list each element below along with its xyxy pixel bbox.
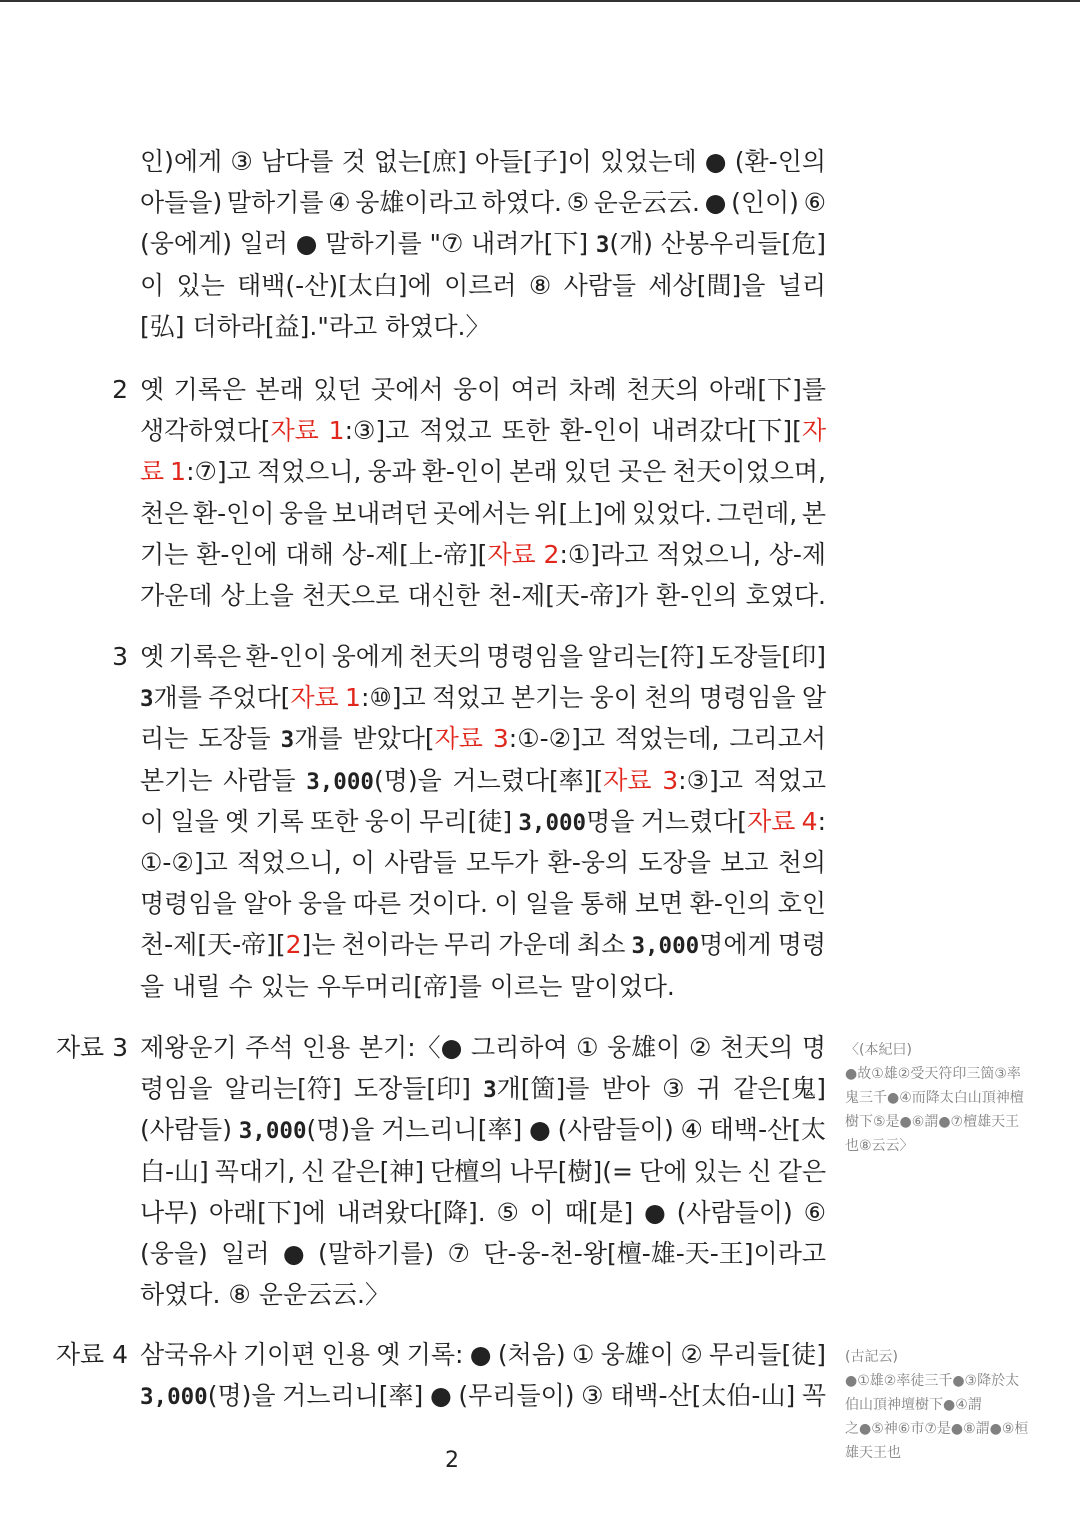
note-line: (古記云)	[845, 1349, 898, 1365]
text-line	[140, 1274, 826, 1315]
note-line: 雄天王也	[845, 1445, 901, 1461]
line-content	[140, 1115, 826, 1144]
line-content	[140, 229, 826, 258]
numeral: 3	[140, 686, 154, 713]
numeral: 3,000	[306, 768, 374, 795]
line-content	[140, 499, 826, 528]
text-run: 이 있는 태백(-산)[太白]에 이르러 ⑧ 사람들 세상[間]을 널리	[140, 270, 826, 300]
text-line	[140, 718, 826, 759]
text-run: 나무) 아래[下]에 내려왔다[降]. ⑤ 이 때[是] ● (사람들이) ⑥	[140, 1197, 826, 1227]
text-run: 이 일을 옛 기록 또한 웅이 무리[徒]	[140, 806, 519, 836]
line-content	[140, 1239, 826, 1268]
text-run: 가운데 상上을 천天으로 대신한 천-제[天-帝]가 환-인의 호였다.	[140, 580, 826, 610]
text-run: 천은 환-인이 웅을 보내려던 곳에서는 위[上]에 있었다. 그런데, 본	[140, 498, 826, 528]
line-content	[140, 1033, 826, 1062]
text-line	[140, 1027, 826, 1068]
numeral: 3,000	[518, 809, 587, 836]
citation-ref: 자료 4	[747, 806, 818, 836]
line-content	[140, 1340, 826, 1369]
note-line: 樹下⑤是●⑥謂●⑦檀雄天王	[845, 1114, 1020, 1130]
text-line	[140, 182, 826, 223]
text-run: :③]고 적었고	[678, 765, 827, 795]
text-run: 기는 환-인에 대해 상-제[上-帝][	[140, 539, 488, 569]
citation-ref: 자료 1	[290, 683, 361, 713]
text-run: 명령임을 알아 웅을 따른 것이다. 이 일을 통해 보면 환-인의 호인	[140, 889, 826, 919]
source-4	[0, 1334, 1080, 1461]
text-run: 리는 도장들	[140, 724, 281, 754]
text-run: (명)을 거느리니[率] ● (사람들이) ④ 태백-산[太	[306, 1115, 826, 1145]
citation-ref: 자료 2	[487, 539, 560, 569]
text-run: :⑩]고 적었고 본기는 웅이 천의 명령임을 알	[360, 683, 827, 713]
text-run: 령임을 알리는[符] 도장들[印]	[140, 1074, 484, 1104]
text-run: 白-山] 꼭대기, 신 같은[神] 단檀의 나무[樹](= 단에 있는 신 같은	[140, 1156, 826, 1186]
text-line	[140, 141, 826, 182]
line-content	[140, 889, 826, 918]
line-content	[140, 375, 826, 404]
citation-ref: 자료 3	[434, 724, 509, 754]
line-content	[140, 972, 675, 1001]
text-line	[140, 801, 826, 842]
text-run: 천-제[天-帝][	[140, 930, 286, 960]
text-run: :	[817, 806, 826, 836]
source-3	[0, 1027, 1080, 1315]
source-label: 자료 3	[55, 1033, 128, 1062]
text-run: 제왕운기 주석 인용 본기:〈● 그리하여 ① 웅雄이 ② 천天의 명	[140, 1033, 826, 1062]
text-line	[140, 534, 826, 575]
text-line	[140, 410, 826, 451]
note-line: ●故①雄②受天符印三箇③率	[845, 1066, 1021, 1082]
line-content	[140, 807, 826, 836]
text-run: (개) 산봉우리들[危]	[609, 229, 826, 259]
citation-ref: 자료 1	[270, 416, 345, 446]
top-rule	[0, 0, 1080, 2]
line-content	[140, 416, 826, 445]
citation-ref: 2	[285, 930, 302, 960]
numeral: 3,000	[140, 1384, 208, 1411]
text-line	[140, 369, 826, 410]
line-content	[140, 683, 826, 712]
source-label: 자료 4	[55, 1340, 128, 1369]
text-line	[140, 223, 826, 264]
numeral: 3,000	[631, 933, 700, 960]
paragraph-number: 3	[112, 642, 128, 671]
line-content	[140, 271, 826, 300]
paragraph-2	[0, 369, 1080, 616]
line-content	[140, 930, 826, 959]
text-run: 본기는 사람들	[140, 765, 307, 795]
text-run: 생각하였다[	[140, 416, 271, 446]
paragraph-body	[140, 141, 826, 347]
text-run: 아들을) 말하기를 ④ 웅雄이라고 하였다. ⑤ 운운云云. ● (인이) ⑥	[140, 188, 826, 218]
line-content	[140, 724, 826, 753]
text-line	[140, 493, 826, 534]
line-content	[140, 766, 826, 795]
text-run: 개[箇]를 받아 ③ 귀 같은[鬼]	[496, 1074, 826, 1104]
note-line: ●①雄②率徒三千●③降於太	[845, 1373, 1020, 1389]
line-content	[140, 642, 826, 671]
text-run: 삼국유사 기이편 인용 옛 기록: ● (처음) ① 웅雄이 ② 무리들[徒]	[140, 1340, 826, 1369]
source-body	[140, 1334, 826, 1416]
text-run: :⑦]고 적었으니, 웅과 환-인이 본래 있던 곳은 천天이었으며,	[186, 457, 826, 487]
text-run: (웅을) 일러 ● (말하기를) ⑦ 단-웅-천-왕[檀-雄-天-王]이라고	[140, 1238, 826, 1268]
text-run: 명에게 명령	[699, 930, 826, 960]
line-content	[140, 1280, 390, 1309]
text-run: (명)을 거느리니[率] ● (무리들이) ③ 태백-산[太伯-山] 꼭	[207, 1381, 826, 1411]
source-original-note	[845, 1345, 1028, 1465]
text-line	[140, 1192, 826, 1233]
line-content	[140, 848, 826, 877]
source-original-note	[845, 1038, 1024, 1158]
text-run: 명을 거느렸다[	[586, 806, 748, 836]
text-line	[140, 1151, 826, 1192]
text-run: 개를 주었다[	[153, 683, 291, 713]
text-line	[140, 1334, 826, 1375]
text-run: :①]라고 적었으니, 상-제	[559, 539, 827, 569]
text-line	[140, 451, 826, 492]
text-run: (웅에게) 일러 ● 말하기를 "⑦ 내려가[下]	[140, 229, 596, 259]
paragraph-number: 2	[112, 375, 128, 404]
paragraph-3	[0, 636, 1080, 1007]
text-run: (명)을 거느렸다[率][	[373, 765, 604, 795]
line-content	[140, 1198, 826, 1227]
line-content	[140, 1157, 826, 1186]
line-content	[140, 581, 826, 610]
text-run: 개를 받았다[	[294, 724, 435, 754]
text-line	[140, 636, 826, 677]
text-line	[140, 966, 826, 1007]
source-body	[140, 1027, 826, 1315]
numeral: 3	[483, 1077, 497, 1104]
note-line: 伯山頂神壇樹下●④謂	[845, 1397, 982, 1413]
text-line	[140, 306, 826, 347]
line-content	[140, 188, 826, 217]
line-content	[140, 147, 826, 176]
paragraph-body	[140, 369, 826, 616]
line-content	[140, 540, 826, 569]
text-run: (사람들)	[140, 1115, 239, 1145]
line-content	[140, 1074, 826, 1103]
text-run: 하였다. ⑧ 운운云云.〉	[140, 1280, 390, 1310]
paragraph-body	[140, 636, 826, 1007]
text-run: [弘] 더하라[益]."라고 하였다.〉	[140, 311, 491, 341]
numeral: 3,000	[238, 1118, 307, 1145]
note-line: 〈(本紀曰)	[845, 1042, 912, 1058]
paragraph-continued	[0, 141, 1080, 347]
text-line	[140, 265, 826, 306]
note-line: 鬼三千●④而降太白山頂神檀	[845, 1090, 1024, 1106]
numeral: 3	[280, 727, 295, 754]
text-line	[140, 924, 826, 965]
page-number: 2	[445, 1448, 459, 1473]
text-run: :①-②]고 적었는데, 그리고서	[508, 724, 826, 754]
text-line	[140, 842, 826, 883]
text-run: 옛 기록은 환-인이 웅에게 천天의 명령임을 알리는[符] 도장들[印]	[140, 642, 826, 671]
text-line	[140, 760, 826, 801]
citation-ref: 자료 3	[603, 765, 679, 795]
text-line	[140, 883, 826, 924]
line-content	[140, 312, 491, 341]
text-run: :③]고 적었고 또한 환-인이 내려갔다[下][	[344, 416, 802, 446]
text-run: 옛 기록은 본래 있던 곳에서 웅이 여러 차례 천天의 아래[下]를	[140, 375, 826, 404]
text-line	[140, 575, 826, 616]
line-content	[140, 457, 826, 486]
text-run: 을 내릴 수 있는 우두머리[帝]를 이르는 말이었다.	[140, 971, 675, 1001]
note-line: 之●⑤神⑥市⑦是●⑧謂●⑨桓	[845, 1421, 1029, 1437]
text-run: 인)에게 ③ 남다를 것 없는[庶] 아들[子]이 있었는데 ● (환-인의	[140, 147, 826, 176]
citation-ref: 자	[801, 416, 827, 446]
text-run: ]는 천이라는 무리 가운데 최소	[301, 930, 632, 960]
text-line	[140, 1109, 826, 1150]
text-line	[140, 677, 826, 718]
text-line	[140, 1233, 826, 1274]
note-line: 也⑧云云〉	[845, 1138, 914, 1154]
citation-ref: 료 1	[140, 457, 187, 487]
line-content	[140, 1381, 826, 1410]
text-line	[140, 1068, 826, 1109]
numeral: 3	[595, 232, 610, 259]
text-line	[140, 1375, 826, 1416]
text-run: ①-②]고 적었으니, 이 사람들 모두가 환-웅의 도장을 보고 천의	[140, 847, 826, 877]
